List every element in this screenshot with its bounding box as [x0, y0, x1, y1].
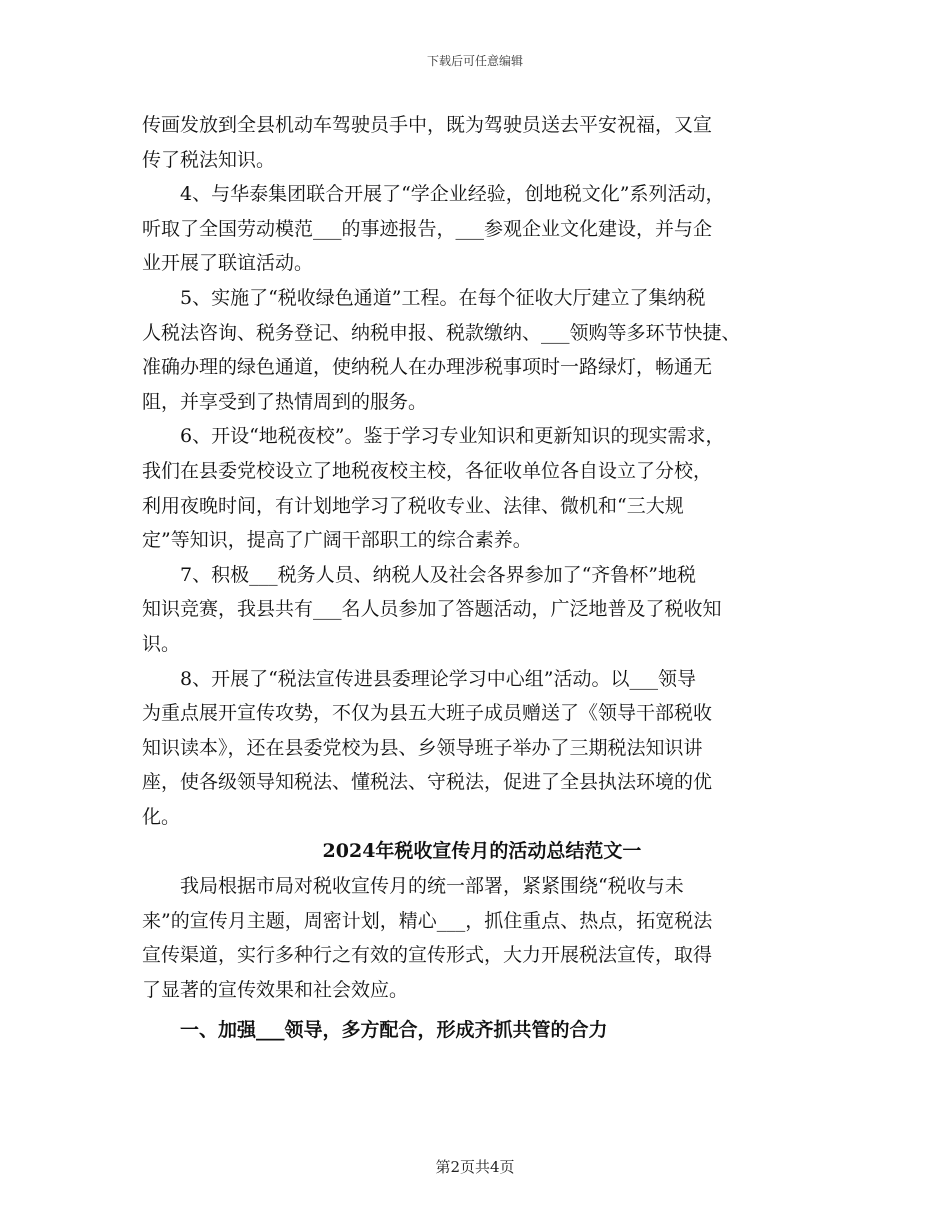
paragraph-line: 8、开展了“税法宣传进县委理论学习中心组”活动。以___领导	[180, 667, 697, 690]
intro-line: 我局根据市局对税收宣传月的统一部署，紧紧围绕“税收与未	[180, 875, 684, 898]
paragraph-line: 知识竞赛，我县共有___名人员参加了答题活动，广泛地普及了税收知	[142, 598, 722, 621]
paragraph-line: 为重点展开宣传攻势，不仅为县五大班子成员赠送了《领导干部税收	[142, 702, 713, 725]
paragraph-line: 知识读本》，还在县委党校为县、乡领导班子举办了三期税法知识讲	[142, 736, 703, 759]
paragraph-line: 传画发放到全县机动车驾驶员手中，既为驾驶员送去平安祝福，又宣	[142, 114, 713, 136]
section-heading-one: 一、加强___领导，多方配合，形成齐抓共管的合力	[180, 1019, 608, 1042]
section-title: 2024年税收宣传月的活动总结范文一	[322, 840, 642, 863]
paragraph-line: 阻，并享受到了热情周到的服务。	[142, 390, 428, 413]
paragraph-line: 准确办理的绿色通道，使纳税人在办理涉税事项时一路绿灯，畅通无	[142, 356, 713, 379]
intro-line: 宣传渠道，实行多种行之有效的宣传形式，大力开展税法宣传，取得	[142, 944, 713, 967]
intro-line: 来”的宣传月主题，周密计划，精心___，抓住重点、热点，拓宽税法	[142, 909, 713, 932]
paragraph-line: 7、积极___税务人员、纳税人及社会各界参加了“齐鲁杯”地税	[180, 563, 697, 586]
paragraph-line: 座，使各级领导知税法、懂税法、守税法，促进了全县执法环境的优	[142, 771, 713, 794]
paragraph-line: 利用夜晚时间，有计划地学习了税收专业、法律、微机和“三大规	[142, 494, 684, 517]
paragraph-line: 4、与华泰集团联合开展了“学企业经验，创地税文化”系列活动，	[180, 183, 725, 206]
intro-line: 了显著的宣传效果和社会效应。	[142, 978, 409, 1001]
paragraph-line: 6、开设“地税夜校”。鉴于学习专业知识和更新知识的现实需求，	[180, 425, 725, 448]
paragraph-line: 听取了全国劳动模范___的事迹报告，___参观企业文化建设，并与企	[142, 217, 713, 240]
page-header-note: 下载后可任意编辑	[426, 54, 523, 68]
document-body	[142, 108, 822, 1048]
paragraph-line: 识。	[142, 632, 181, 655]
paragraph-line: 我们在县委党校设立了地税夜校主校，各征收单位各自设立了分校，	[142, 459, 713, 482]
paragraph-line: 人税法咨询、税务登记、纳税申报、税款缴纳、___领购等多环节快捷、	[142, 321, 741, 344]
paragraph-line: 业开展了联谊活动。	[142, 252, 314, 275]
paragraph-line: 5、实施了“税收绿色通道”工程。在每个征收大厅建立了集纳税	[180, 286, 706, 309]
page-number: 第2页共4页	[435, 1158, 515, 1176]
paragraph-line: 定”等知识，提高了广阔干部职工的综合素养。	[142, 529, 532, 552]
paragraph-line: 传了税法知识。	[142, 148, 276, 171]
paragraph-line: 化。	[142, 805, 181, 828]
